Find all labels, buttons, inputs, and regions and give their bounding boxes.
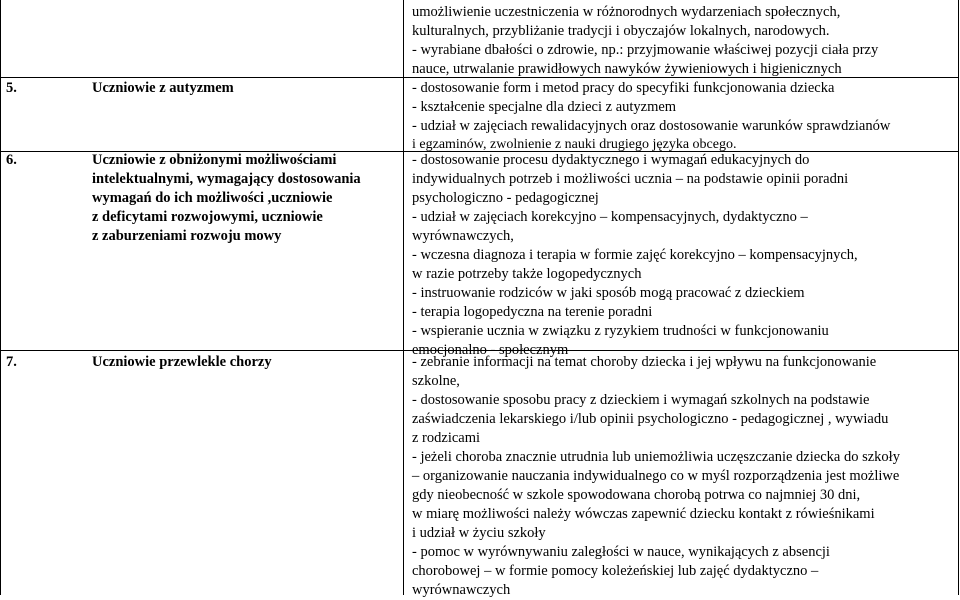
description-line: indywidualnych potrzeb i możliwości ucznia – na podstawie opinii poradni [412,171,849,187]
description-line: gdy nieobecność w szkole spowodowana chorobą potrwa co najmniej 30 dni, [412,487,861,503]
row-number: 7. [6,354,17,370]
description-line: - wyrabiane dbałości o zdrowie, np.: przyjmowanie właściwej pozycji ciała przy [412,42,879,58]
row5-description [412,79,890,153]
description-line: wyrównawczych, [412,228,514,244]
description-line: umożliwienie uczestniczenia w różnorodnych wydarzeniach społecznych, [412,4,841,20]
description-line: - dostosowanie procesu dydaktycznego i wymagań edukacyjnych do [412,152,810,168]
row-title-line: z deficytami rozwojowymi, uczniowie [92,209,323,225]
description-line: - dostosowanie form i metod pracy do specyfiki funkcjonowania dziecka [412,80,835,96]
table-border-right [958,0,959,595]
description-line: psychologiczno - pedagogicznej [412,190,599,206]
row-continued-description [412,3,878,79]
description-line: kulturalnych, przybliżanie tradycji i obyczajów lokalnych, narodowych. [412,23,830,39]
row-title-line: Uczniowie z obniżonymi możliwościami [92,152,337,168]
row-title-line: z zaburzeniami rozwoju mowy [92,228,282,244]
description-line: - wczesna diagnoza i terapia w formie zajęć korekcyjno – kompensacyjnych, [412,247,858,263]
description-line: - kształcenie specjalne dla dzieci z autyzmem [412,99,677,115]
row-number: 6. [6,152,17,168]
description-line: i egzaminów, zwolnienie z nauki drugiego języka obcego. [412,137,737,152]
row6-title [92,151,361,246]
row-title-line: intelektualnymi, wymagający dostosowania [92,171,361,187]
row-title-line: wymagań do ich możliwości ,uczniowie [92,190,333,206]
column-divider [403,0,404,595]
description-line: szkolne, [412,373,460,389]
description-line: - zebranie informacji na temat choroby dziecka i jej wpływu na funkcjonowanie [412,354,877,370]
description-line: wyrównawczych [412,582,511,598]
description-line: w miarę możliwości należy wówczas zapewnić dziecku kontakt z rówieśnikami [412,506,875,522]
description-line: emocjonalno - społecznym [412,342,569,358]
row6-description [412,151,858,360]
description-line: z rodzicami [412,430,481,446]
row7-description [412,353,900,600]
description-line: – organizowanie nauczania indywidualnego co w myśl rozporządzenia jest możliwe [412,468,900,484]
description-line: chorobowej – w formie pomocy koleżeńskiej lub zajęć dydaktyczno – [412,563,819,579]
description-line: w razie potrzeby także logopedycznych [412,266,642,282]
description-line: - terapia logopedyczna na terenie poradni [412,304,653,320]
description-line: - jeżeli choroba znacznie utrudnia lub uniemożliwia uczęszczanie dziecka do szkoły [412,449,900,465]
description-line: - udział w zajęciach korekcyjno – kompensacyjnych, dydaktyczno – [412,209,808,225]
row-title: Uczniowie z autyzmem [92,80,234,96]
description-line: zaświadczenia lekarskiego i/lub opinii psychologiczno - pedagogicznej , wywiadu [412,411,889,427]
table-border-left [0,0,1,595]
description-line: - instruowanie rodziców w jaki sposób mogą pracować z dzieckiem [412,285,805,301]
row-number: 5. [6,80,17,96]
description-line: - udział w zajęciach rewalidacyjnych oraz dostosowanie warunków sprawdzianów [412,118,891,134]
row-title: Uczniowie przewlekle chorzy [92,354,272,370]
description-line: - pomoc w wyrównywaniu zaległości w nauce, wynikających z absencji [412,544,830,560]
description-line: - wspieranie ucznia w związku z ryzykiem trudności w funkcjonowaniu [412,323,829,339]
description-line: - dostosowanie sposobu pracy z dzieckiem i wymagań szkolnych na podstawie [412,392,870,408]
description-line: i udział w życiu szkoły [412,525,546,541]
description-line: nauce, utrwalanie prawidłowych nawyków żywieniowych i higienicznych [412,61,842,77]
